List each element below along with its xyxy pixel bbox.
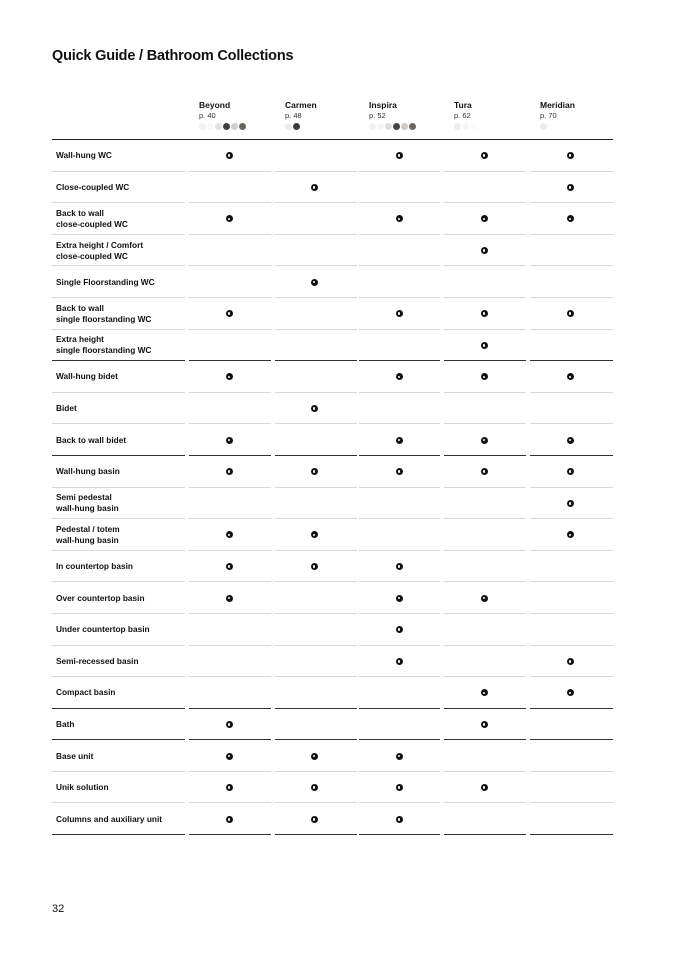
table-row (52, 140, 613, 172)
table-row (52, 582, 613, 614)
collection-header-inspira (369, 100, 449, 130)
collection-header-carmen (285, 100, 365, 130)
collection-name: Inspira (369, 100, 397, 110)
availability-dot-icon (396, 215, 403, 222)
color-swatch (454, 123, 461, 130)
table-row (52, 772, 613, 804)
availability-dot-icon (396, 753, 403, 760)
table-row (52, 614, 613, 646)
availability-dot-icon (396, 468, 403, 475)
table-row (52, 519, 613, 551)
color-swatch (239, 123, 246, 130)
table-row (52, 709, 613, 741)
availability-dot-icon (481, 310, 488, 317)
table-row (52, 803, 613, 835)
color-swatch (223, 123, 230, 130)
collection-header-meridian (540, 100, 620, 130)
availability-dot-icon (567, 689, 574, 696)
availability-dot-icon (396, 626, 403, 633)
row-label: Back to wall close-coupled WC (56, 207, 128, 229)
availability-dot-icon (481, 247, 488, 254)
availability-dot-icon (481, 595, 488, 602)
availability-dot-icon (567, 184, 574, 191)
row-label: Semi-recessed basin (56, 655, 139, 666)
availability-dot-icon (396, 373, 403, 380)
availability-dot-icon (396, 595, 403, 602)
row-label: Extra height / Comfort close-coupled WC (56, 239, 144, 261)
table-row (52, 646, 613, 678)
availability-dot-icon (311, 531, 318, 538)
table-row (52, 551, 613, 583)
availability-dot-icon (481, 215, 488, 222)
availability-dot-icon (481, 437, 488, 444)
availability-dot-icon (567, 437, 574, 444)
collection-page: p. 48 (285, 111, 302, 120)
collection-page: p. 52 (369, 111, 386, 120)
color-swatches (285, 123, 365, 130)
color-swatches (454, 123, 534, 130)
collection-page: p. 70 (540, 111, 557, 120)
availability-dot-icon (311, 816, 318, 823)
availability-dot-icon (226, 531, 233, 538)
table-row (52, 235, 613, 267)
color-swatch (385, 123, 392, 130)
availability-dot-icon (396, 658, 403, 665)
row-label: Extra height single floorstanding WC (56, 334, 152, 356)
availability-dot-icon (311, 279, 318, 286)
availability-dot-icon (567, 152, 574, 159)
color-swatch (393, 123, 400, 130)
table-row (52, 393, 613, 425)
row-label: Close-coupled WC (56, 181, 130, 192)
color-swatch (369, 123, 376, 130)
row-label: Under countertop basin (56, 624, 150, 635)
availability-dot-icon (481, 373, 488, 380)
availability-dot-icon (396, 152, 403, 159)
page-title: Quick Guide / Bathroom Collections (52, 48, 294, 64)
color-swatches (199, 123, 279, 130)
row-label: Semi pedestal wall-hung basin (56, 492, 119, 514)
color-swatch (199, 123, 206, 130)
availability-dot-icon (226, 215, 233, 222)
color-swatch (285, 123, 292, 130)
availability-dot-icon (481, 468, 488, 475)
collection-name: Meridian (540, 100, 575, 110)
availability-dot-icon (396, 563, 403, 570)
row-label: Over countertop basin (56, 592, 145, 603)
availability-dot-icon (311, 184, 318, 191)
availability-dot-icon (311, 784, 318, 791)
row-divider (359, 834, 440, 835)
availability-dot-icon (226, 310, 233, 317)
availability-dot-icon (396, 310, 403, 317)
page-number: 32 (52, 903, 65, 915)
table-row (52, 740, 613, 772)
row-label: Single Floorstanding WC (56, 276, 155, 287)
availability-dot-icon (226, 595, 233, 602)
table-row (52, 298, 613, 330)
collection-header-beyond (199, 100, 279, 130)
color-swatch (207, 123, 214, 130)
row-label: Base unit (56, 750, 94, 761)
availability-dot-icon (396, 437, 403, 444)
availability-dot-icon (226, 468, 233, 475)
collections-header (0, 100, 678, 138)
table-row (52, 203, 613, 235)
table-row (52, 266, 613, 298)
availability-dot-icon (567, 215, 574, 222)
color-swatch (231, 123, 238, 130)
availability-dot-icon (567, 373, 574, 380)
table-row (52, 424, 613, 456)
availability-dot-icon (226, 816, 233, 823)
availability-dot-icon (396, 784, 403, 791)
table-row (52, 677, 613, 709)
color-swatch (401, 123, 408, 130)
collections-table (52, 139, 613, 835)
color-swatch (540, 123, 547, 130)
collection-page: p. 40 (199, 111, 216, 120)
availability-dot-icon (311, 563, 318, 570)
table-row (52, 361, 613, 393)
row-label: Back to wall single floorstanding WC (56, 302, 152, 324)
row-label: Unik solution (56, 782, 109, 793)
table-row (52, 456, 613, 488)
color-swatch (470, 123, 477, 130)
collection-name: Beyond (199, 100, 231, 110)
row-label: Back to wall bidet (56, 434, 127, 445)
availability-dot-icon (567, 500, 574, 507)
row-divider (444, 834, 526, 835)
availability-dot-icon (481, 784, 488, 791)
availability-dot-icon (567, 658, 574, 665)
row-divider (189, 834, 271, 835)
table-row (52, 330, 613, 362)
row-label: Wall-hung basin (56, 466, 120, 477)
table-row (52, 172, 613, 204)
availability-dot-icon (311, 405, 318, 412)
row-divider (530, 834, 613, 835)
color-swatch (215, 123, 222, 130)
availability-dot-icon (226, 437, 233, 444)
availability-dot-icon (226, 721, 233, 728)
color-swatch (377, 123, 384, 130)
color-swatch (462, 123, 469, 130)
collection-name: Carmen (285, 100, 317, 110)
availability-dot-icon (481, 721, 488, 728)
availability-dot-icon (311, 753, 318, 760)
availability-dot-icon (567, 310, 574, 317)
row-label: Pedestal / totem wall-hung basin (56, 523, 120, 545)
color-swatches (540, 123, 620, 130)
collection-page: p. 62 (454, 111, 471, 120)
availability-dot-icon (226, 784, 233, 791)
availability-dot-icon (396, 816, 403, 823)
availability-dot-icon (226, 373, 233, 380)
collection-name: Tura (454, 100, 472, 110)
row-label: Wall-hung bidet (56, 371, 118, 382)
collection-header-tura (454, 100, 534, 130)
row-label: Wall-hung WC (56, 150, 112, 161)
availability-dot-icon (226, 563, 233, 570)
availability-dot-icon (226, 753, 233, 760)
row-label: Columns and auxiliary unit (56, 813, 163, 824)
color-swatch (293, 123, 300, 130)
row-label: Compact basin (56, 687, 116, 698)
row-divider (275, 834, 357, 835)
availability-dot-icon (567, 468, 574, 475)
row-label: In countertop basin (56, 561, 133, 572)
availability-dot-icon (567, 531, 574, 538)
row-label: Bidet (56, 403, 77, 414)
row-label: Bath (56, 718, 75, 729)
availability-dot-icon (481, 342, 488, 349)
table-row (52, 488, 613, 520)
availability-dot-icon (481, 689, 488, 696)
availability-dot-icon (311, 468, 318, 475)
availability-dot-icon (481, 152, 488, 159)
color-swatches (369, 123, 449, 130)
color-swatch (409, 123, 416, 130)
row-divider (52, 834, 185, 835)
availability-dot-icon (226, 152, 233, 159)
